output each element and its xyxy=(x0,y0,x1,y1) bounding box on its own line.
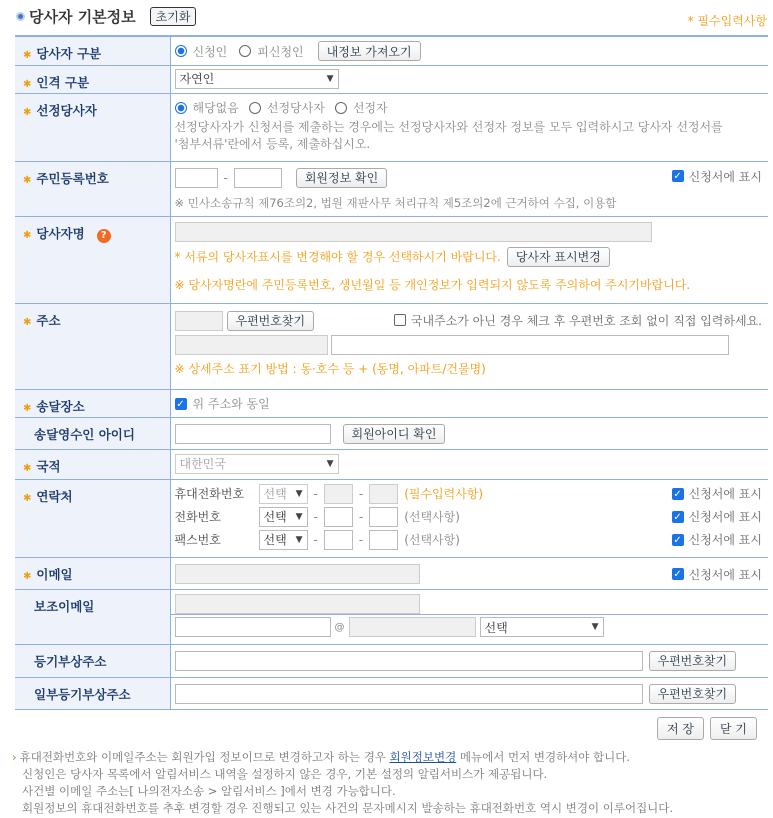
required-star-icon: ✱ xyxy=(23,570,32,582)
dash: - xyxy=(313,486,318,501)
row-reg-address xyxy=(15,644,768,677)
radio-selected-party[interactable] xyxy=(249,102,261,114)
action-bar xyxy=(657,717,757,740)
row-delivery xyxy=(15,389,768,417)
label: 송달장소 xyxy=(36,398,85,414)
checkbox-label: 신청서에 표시 xyxy=(688,510,762,524)
address-detail-input[interactable] xyxy=(331,335,729,355)
required-star-icon: ✱ xyxy=(23,78,32,90)
phone-last-input[interactable] xyxy=(369,507,398,527)
mobile-prefix-select[interactable] xyxy=(259,484,308,504)
partial-zipcode-search-button[interactable]: 우편번호찾기 xyxy=(649,684,737,704)
footer-text: 회원정보의 휴대전화번호를 추후 변경할 경우 진행되고 있는 사건의 문자메시지 발송하는 휴대전화번호 역시 변경이 이루어집니다. xyxy=(22,801,674,815)
label: 등기부상주소 xyxy=(15,644,170,677)
checkbox-label: 신청서에 표시 xyxy=(688,487,762,501)
dash: - xyxy=(358,509,364,524)
radio-label: 신청인 xyxy=(192,44,228,59)
arrow-icon: › xyxy=(12,750,17,764)
partial-reg-address-input[interactable] xyxy=(175,684,643,704)
footer-notes xyxy=(12,749,674,817)
mobile-mid-input[interactable] xyxy=(324,484,353,504)
address-note: ※ 상세주소 표기 방법 : 동·호수 등 + (동명, 아파트/건물명) xyxy=(174,361,486,376)
required-note: * 필수입력사항 xyxy=(687,14,767,28)
sub-email-input[interactable] xyxy=(175,594,420,614)
select-value: 대한민국 xyxy=(179,457,226,471)
nationality-select[interactable] xyxy=(175,454,339,474)
section-header xyxy=(16,6,196,27)
dash: - xyxy=(358,532,364,547)
radio-none[interactable] xyxy=(175,102,187,114)
close-button[interactable]: 닫 기 xyxy=(710,717,757,740)
chevron-down-icon: ▼ xyxy=(591,622,599,632)
same-address-checkbox[interactable]: ✓ xyxy=(176,398,185,410)
row-partial-reg-address xyxy=(15,677,768,709)
member-info-check-button[interactable]: 회원정보 확인 xyxy=(296,168,387,188)
zipcode-search-button[interactable]: 우편번호찾기 xyxy=(227,311,315,331)
sub-email-id-input[interactable] xyxy=(175,617,331,637)
member-id-check-button[interactable]: 회원아이디 확인 xyxy=(343,424,446,444)
checkbox-label: 신청서에 표시 xyxy=(688,169,762,184)
label: 주민등록번호 xyxy=(36,170,109,186)
contact-line-phone xyxy=(175,507,764,527)
rrn-front-input[interactable] xyxy=(175,168,218,188)
contact-name: 전화번호 xyxy=(174,510,221,524)
chevron-down-icon: ▼ xyxy=(295,488,303,499)
receiver-id-input[interactable] xyxy=(175,424,331,444)
party-name-input[interactable] xyxy=(175,222,652,242)
mobile-last-input[interactable] xyxy=(369,484,398,504)
contact-name: 팩스번호 xyxy=(174,533,221,547)
radio-respondent[interactable] xyxy=(239,45,251,57)
contact-note: (필수입력사항) xyxy=(404,487,484,501)
help-icon[interactable]: ? xyxy=(97,229,111,243)
select-value: 선택 xyxy=(263,533,287,547)
contact-line-mobile xyxy=(175,484,764,504)
label: 주소 xyxy=(36,312,61,328)
checkbox-label: 신청서에 표시 xyxy=(688,533,762,547)
rrn-note: ※ 민사소송규칙 제76조의2, 법원 재판사무 처리규칙 제5조의2에 근거하여 수집, 이용함 xyxy=(174,195,617,210)
rrn-back-input[interactable] xyxy=(234,168,282,188)
radio-selector[interactable] xyxy=(335,102,347,114)
phone-mid-input[interactable] xyxy=(324,507,353,527)
chevron-down-icon: ▼ xyxy=(295,534,303,545)
label: 송달영수인 아이디 xyxy=(15,417,170,449)
email-domain-select[interactable] xyxy=(480,617,604,637)
phone-prefix-select[interactable] xyxy=(259,507,308,527)
address-input[interactable] xyxy=(175,335,328,355)
email-input[interactable] xyxy=(175,564,420,584)
footer-text: 휴대전화번호와 이메일주소는 회원가입 정보이므로 변경하고자 하는 경우 xyxy=(19,750,390,764)
row-address xyxy=(15,303,768,389)
select-value: 선택 xyxy=(263,510,287,524)
contact-line-fax xyxy=(175,530,764,550)
party-form xyxy=(15,35,768,710)
required-star-icon: ✱ xyxy=(23,316,32,328)
label: 보조이메일 xyxy=(15,589,170,644)
dash: - xyxy=(313,509,318,524)
load-my-info-button[interactable]: 내정보 가져오기 xyxy=(318,41,421,61)
row-receiver-id xyxy=(15,417,768,449)
row-email xyxy=(15,557,768,589)
display-checkbox[interactable]: ✓ xyxy=(673,569,682,580)
label: 당사자 구분 xyxy=(36,46,102,61)
help-text: '첨부서류'란에서 등록, 제출하십시오. xyxy=(174,136,371,151)
contact-note: (선택사항) xyxy=(404,533,460,547)
reset-button[interactable]: 초기화 xyxy=(150,7,197,26)
chevron-down-icon: ▼ xyxy=(295,511,303,522)
label: 일부등기부상주소 xyxy=(15,677,170,709)
row-rrn xyxy=(15,161,768,216)
label: 당사자명 xyxy=(36,225,85,241)
footer-text: 사건별 이메일 주소는[ 나의전자소송 > 알림서비스 ]에서 변경 가능합니다. xyxy=(22,784,396,798)
checkbox-label: 위 주소와 동일 xyxy=(192,397,270,411)
dash: - xyxy=(223,170,228,185)
member-info-change-link[interactable]: 회원정보변경 xyxy=(389,750,457,764)
dash: - xyxy=(358,486,364,501)
label: 인격 구분 xyxy=(36,74,90,90)
sub-email-domain-input[interactable] xyxy=(349,617,476,637)
save-button[interactable]: 저 장 xyxy=(657,717,704,740)
checkbox-label: 국내주소가 아닌 경우 체크 후 우편번호 조회 없이 직접 입력하세요. xyxy=(410,313,762,328)
radio-label: 피신청인 xyxy=(257,44,304,59)
row-contact xyxy=(15,479,768,557)
footer-text: 신청인은 당사자 목록에서 알림서비스 내역을 설정하지 않은 경우, 기본 설정의 알림서비스가 제공됩니다. xyxy=(22,767,548,781)
required-star-icon: ✱ xyxy=(23,174,32,186)
row-sub-email xyxy=(15,589,768,644)
row-party-name xyxy=(15,216,768,303)
required-star-icon: ✱ xyxy=(23,229,32,241)
contact-name: 휴대전화번호 xyxy=(174,487,245,501)
row-selected-party xyxy=(15,93,768,161)
required-star-icon: ✱ xyxy=(23,462,32,474)
display-checkbox[interactable]: ✓ xyxy=(673,488,682,500)
person-type-select[interactable] xyxy=(175,69,339,89)
required-star-icon: ✱ xyxy=(23,50,32,61)
zipcode-input[interactable] xyxy=(175,311,223,331)
checkbox-label: 신청서에 표시 xyxy=(688,567,762,582)
select-value: 선택 xyxy=(484,620,508,635)
label: 연락처 xyxy=(36,488,73,504)
label: 선정당사자 xyxy=(36,102,97,118)
fax-prefix-select[interactable] xyxy=(259,530,308,550)
at-sign: @ xyxy=(334,621,345,633)
page-title: 당사자 기본정보 xyxy=(29,8,136,26)
required-star-icon: ✱ xyxy=(23,402,32,414)
party-name-warning: ※ 당사자명란에 주민등록번호, 생년월일 등 개인정보가 입력되지 않도록 주의하여 주시기바랍니다. xyxy=(174,277,691,292)
select-value: 선택 xyxy=(263,487,287,501)
display-checkbox[interactable]: ✓ xyxy=(673,534,682,546)
reg-zipcode-search-button[interactable]: 우편번호찾기 xyxy=(649,651,737,671)
radio-label: 선정당사자 xyxy=(266,101,325,115)
display-checkbox[interactable]: ✓ xyxy=(673,511,682,523)
chevron-down-icon: ▼ xyxy=(326,73,334,84)
chevron-down-icon: ▼ xyxy=(326,458,334,469)
row-nationality xyxy=(15,449,768,479)
dash: - xyxy=(313,532,318,547)
radio-label: 선정자 xyxy=(352,101,388,115)
radio-applicant[interactable] xyxy=(175,45,187,57)
contact-note: (선택사항) xyxy=(404,510,460,524)
party-name-note: * 서류의 당사자표시를 변경해야 할 경우 선택하시기 바랍니다. xyxy=(174,250,501,264)
help-text: 선정당사자가 신청서를 제출하는 경우에는 선정당사자와 선정자 정보를 모두 입력하시고 당사자 선정서를 xyxy=(174,119,723,134)
display-checkbox[interactable]: ✓ xyxy=(673,171,682,182)
fax-last-input[interactable] xyxy=(369,530,398,550)
row-party-type xyxy=(15,36,768,65)
fax-mid-input[interactable] xyxy=(324,530,353,550)
footer-text: 메뉴에서 먼저 변경하셔야 합니다. xyxy=(456,750,631,764)
select-value: 자연인 xyxy=(179,72,215,86)
label: 이메일 xyxy=(36,566,73,582)
radio-label: 해당없음 xyxy=(192,101,239,115)
bullet-icon xyxy=(16,12,25,21)
label: 국적 xyxy=(36,458,61,474)
required-star-icon: ✱ xyxy=(23,492,32,504)
reg-address-input[interactable] xyxy=(175,651,643,671)
foreign-address-checkbox[interactable] xyxy=(394,314,406,326)
required-star-icon: ✱ xyxy=(23,106,32,118)
change-party-display-button[interactable]: 당사자 표시변경 xyxy=(507,247,610,267)
row-person-type xyxy=(15,65,768,93)
